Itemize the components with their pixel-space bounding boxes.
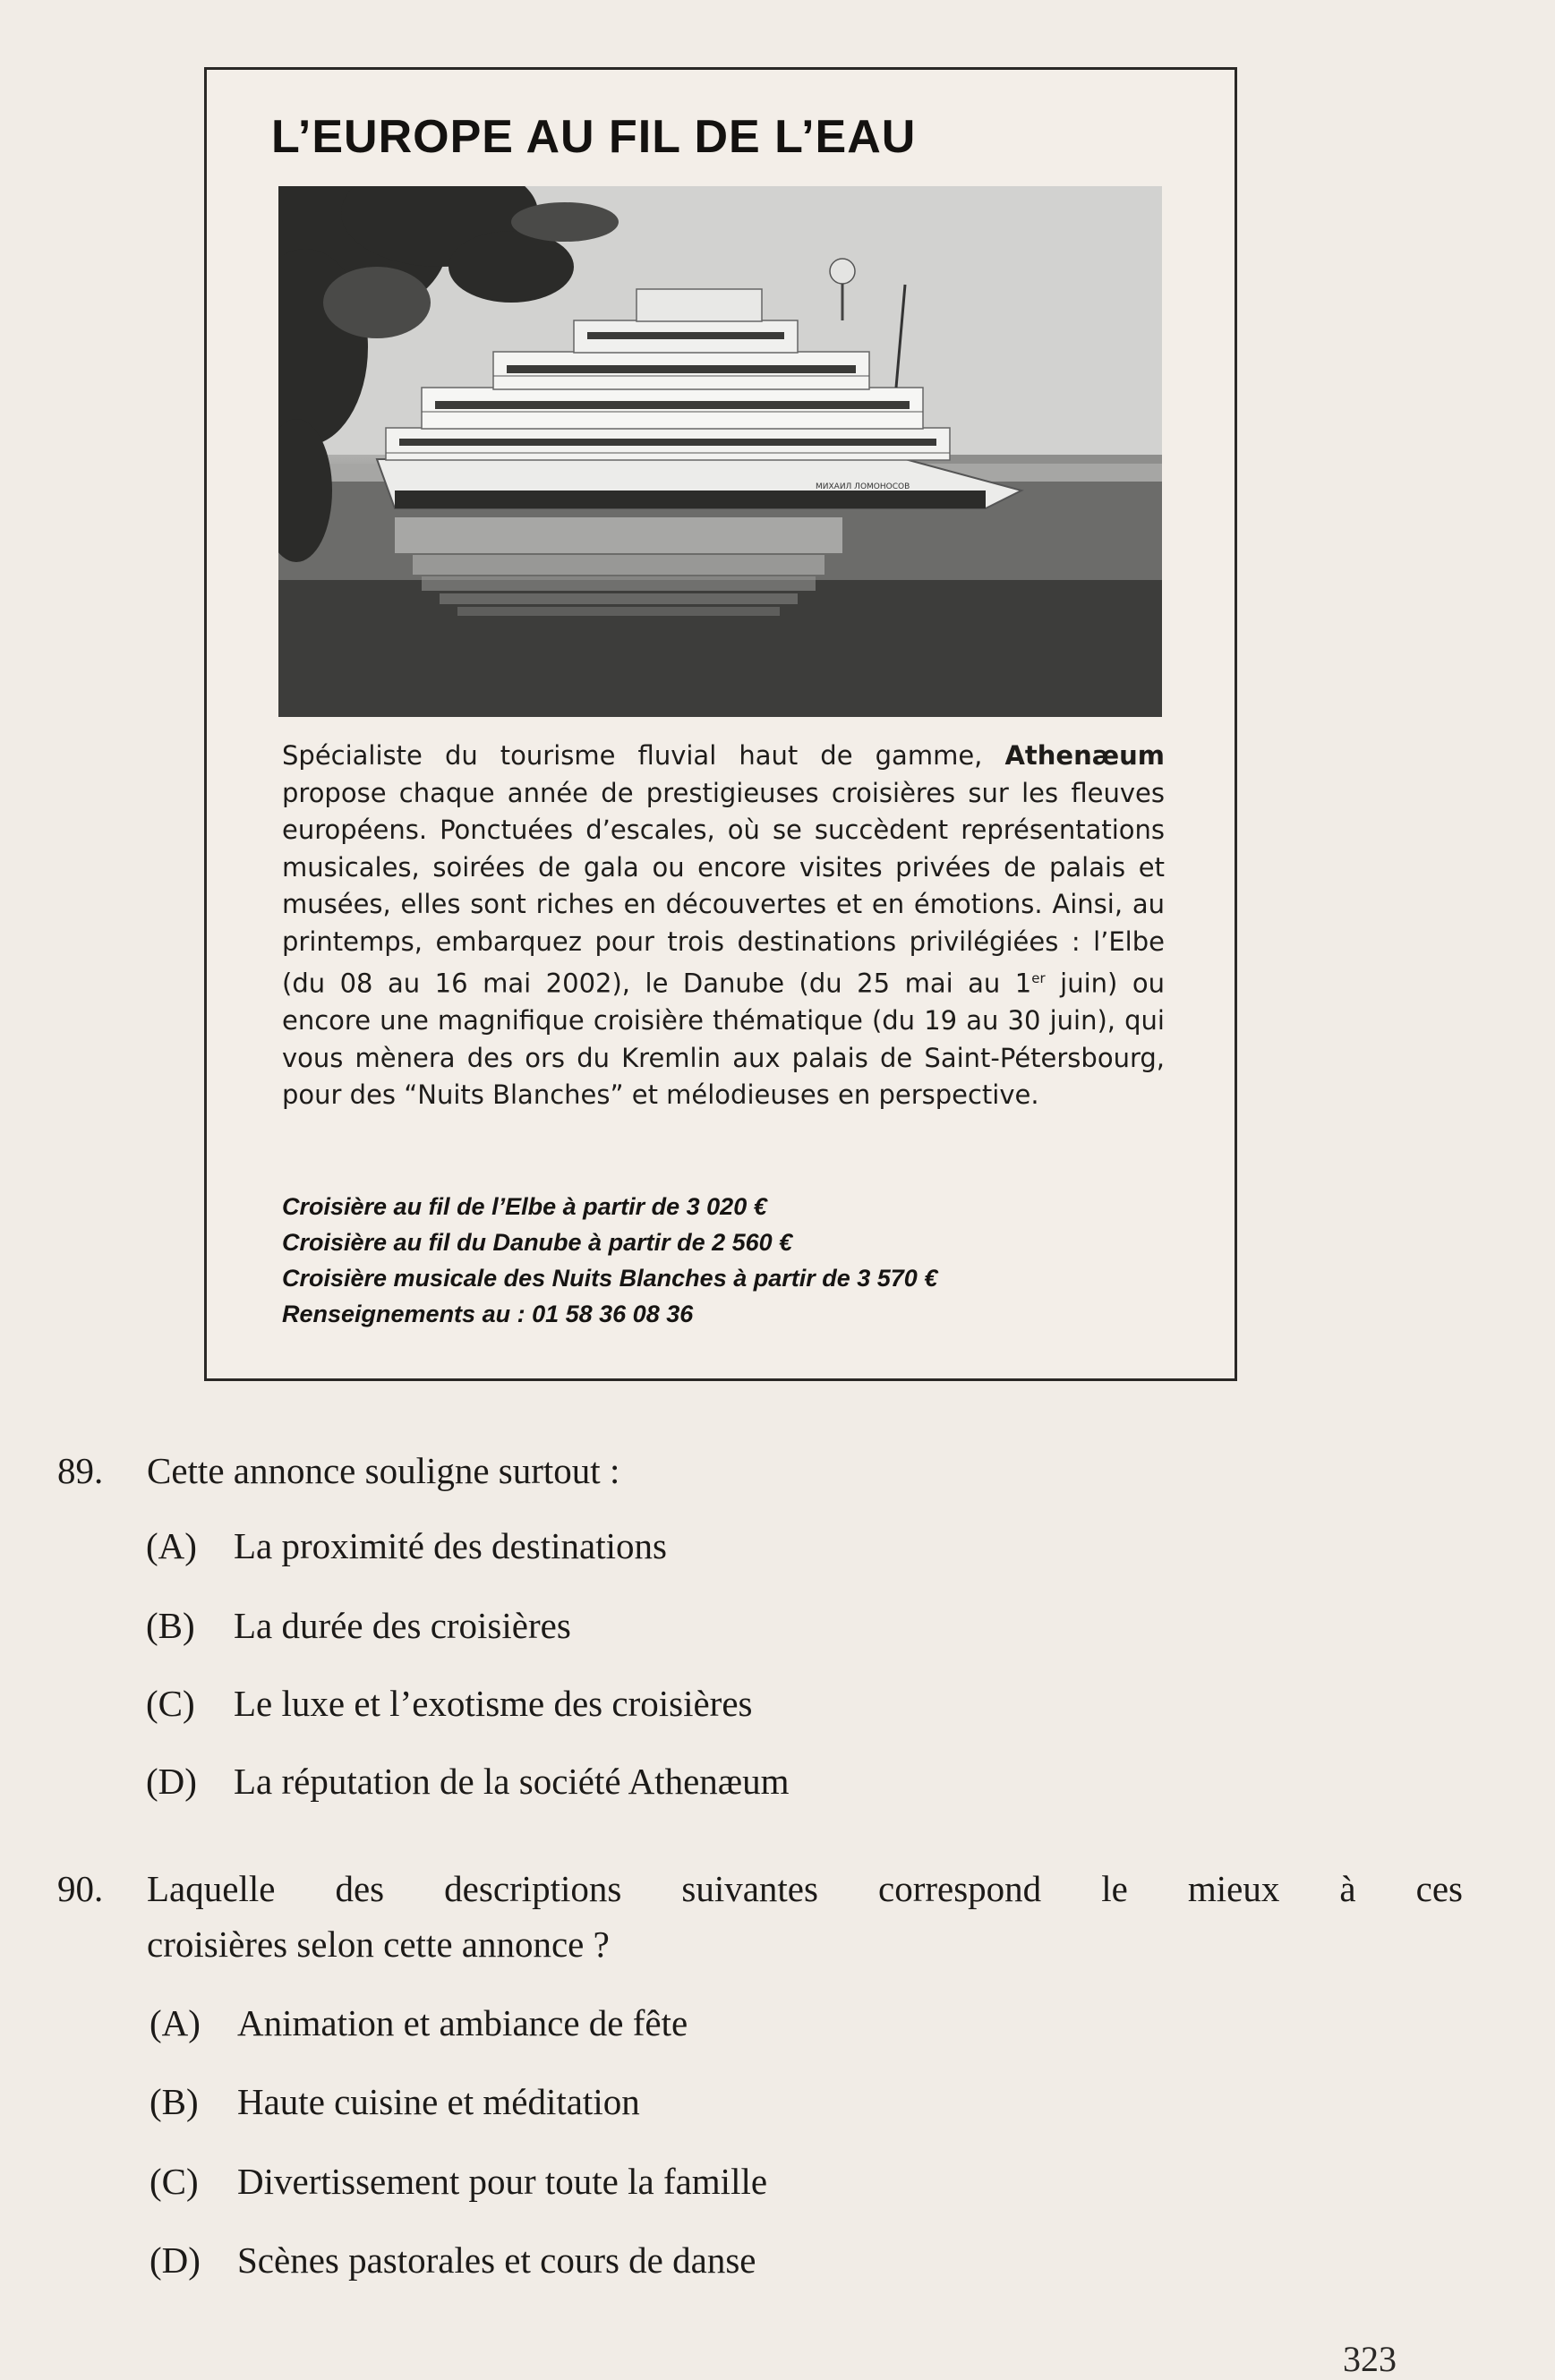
q90-option-c[interactable] [150, 2159, 1224, 2204]
option-text: La réputation de la société Athenæum [234, 1761, 790, 1802]
option-text: Animation et ambiance de fête [237, 2002, 688, 2043]
option-letter: (D) [146, 1761, 197, 1802]
question-number: 89. [57, 1450, 104, 1491]
question-90 [57, 1866, 1490, 1974]
option-letter: (A) [150, 2002, 201, 2043]
option-text: Scènes pastorales et cours de danse [237, 2239, 756, 2281]
cruise-ship-photo [278, 186, 1162, 717]
contact-phone: Renseignements au : 01 58 36 08 36 [282, 1301, 694, 1327]
river-ship-illustration [278, 186, 1162, 717]
ad-body-end: juin) ou encore une magnifique croisière thématique (du 19 au 30 juin), qui vous mènera des ors du Kremlin aux palais de Saint-Pétersbourg, pour des “Nuits Blanches” et mélodieuses en perspective. [282, 968, 1165, 1111]
q89-option-b[interactable] [146, 1603, 1220, 1648]
option-letter: (D) [150, 2239, 201, 2281]
ad-description [282, 738, 1165, 1114]
option-text: Le luxe et l’exotisme des croisières [234, 1683, 753, 1724]
question-text-line2: croisières selon cette annonce ? [147, 1924, 610, 1965]
q89-option-c[interactable] [146, 1681, 1220, 1726]
ad-body-intro: Spécialiste du tourisme fluvial haut de gamme, [282, 740, 1005, 771]
option-text: Haute cuisine et méditation [237, 2081, 640, 2122]
question-89 [57, 1448, 1490, 1493]
q90-option-a[interactable] [150, 2000, 1224, 2045]
question-text-line1: Laquelle des descriptions suivantes correspond le mieux à ces [147, 1868, 1463, 1909]
cruise-offers-list [282, 1189, 937, 1332]
option-text: La durée des croisières [234, 1605, 571, 1646]
option-text: Divertissement pour toute la famille [237, 2161, 768, 2202]
option-letter: (C) [146, 1683, 195, 1724]
hull-lettering: МИХАИЛ ЛОМОНОСОВ [816, 482, 910, 491]
q90-option-b[interactable] [150, 2079, 1224, 2124]
question-text: Cette annonce souligne surtout : [147, 1450, 620, 1491]
q89-option-a[interactable] [146, 1523, 1220, 1568]
question-number: 90. [57, 1868, 104, 1909]
page-number: 323 [1343, 2339, 1397, 2379]
option-letter: (B) [150, 2081, 199, 2122]
advertisement-box [204, 67, 1237, 1381]
option-letter: (B) [146, 1605, 195, 1646]
option-letter: (C) [150, 2161, 199, 2202]
offer-elbe: Croisière au fil de l’Elbe à partir de 3 020 € [282, 1193, 767, 1220]
option-letter: (A) [146, 1525, 197, 1566]
company-name: Athenæum [1004, 740, 1165, 771]
offer-nuits-blanches: Croisière musicale des Nuits Blanches à partir de 3 570 € [282, 1265, 938, 1292]
ordinal-superscript: er [1031, 970, 1046, 986]
offer-danube: Croisière au fil du Danube à partir de 2 560 € [282, 1229, 793, 1256]
option-text: La proximité des destinations [234, 1525, 667, 1566]
ad-title: L’EUROPE AU FIL DE L’EAU [271, 111, 917, 163]
q90-option-d[interactable] [150, 2238, 1224, 2282]
ad-body-middle: propose chaque année de prestigieuses croisières sur les fleuves européens. Ponctuées d’escales, où se succèdent représentations musicales, soirées de gala ou encore visites privées de palais et musées, elles sont riches en découvertes et en émotions. Ainsi, au printemps, embarquez pour trois destinations privilégiées : l’Elbe (du 08 au 16 mai 2002), le Danube (du 25 mai au 1 [282, 777, 1165, 999]
q89-option-d[interactable] [146, 1759, 1220, 1804]
